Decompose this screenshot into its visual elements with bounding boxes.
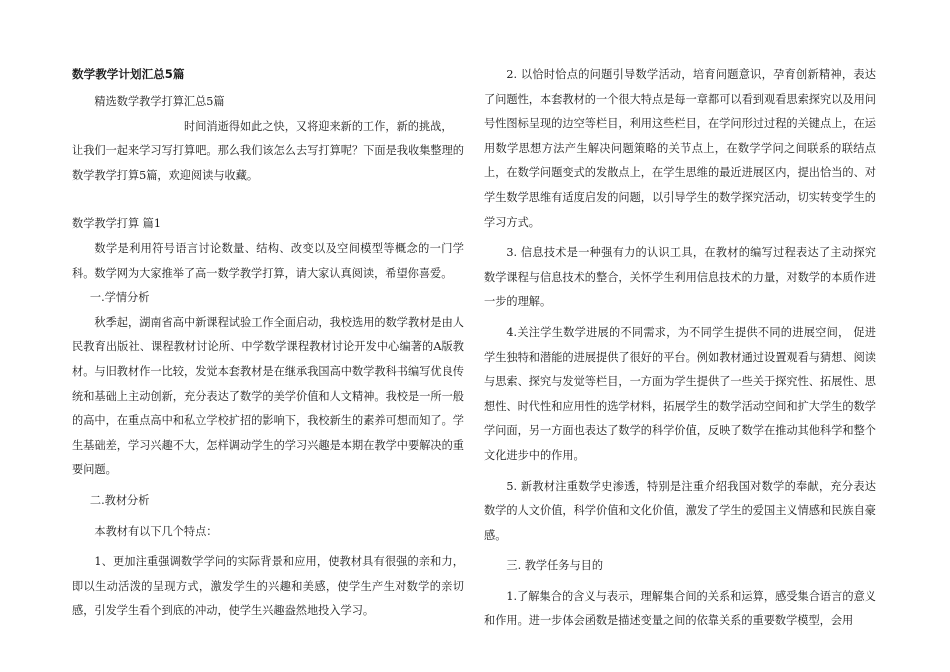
paragraph: 秋季起，湖南省高中新课程试验工作全面启动，我校选用的数学教材是由人民教育出版社、课程教材讨论所、中学数学课程教材讨论开发中心编著的A版教材。与旧教材作一比较，发觉本套教材是在继承我国高中数学教科书编写优良传统和基础上主动创新，充分表达了数学的美学价值和人文精神。我校是一所一般的高中，在重点高中和私立学校扩招的影响下，我校新生的素养可想而知了。学生基础差，学习兴趣不大，怎样调动学生的学习兴趣是本期在教学中要解决的重要问题。 [72, 315, 464, 477]
document-title: 数学教学计划汇总5篇 [72, 67, 185, 81]
paragraph: 本教材有以下几个特点： [94, 524, 218, 538]
paragraph: 2. 以恰时恰点的问题引导数学活动，培育问题意识，孕育创新精神，表达了问题性，本套教材的一个很大特点是每一章都可以看到观看思索探究以及用问号性图标呈现的边空等栏目，利用这些栏目，在学问形过过程的关键点上，在运用数学思想方法产生解决问题策略的关节点上，在数学学问之间联系的联结点上，在数学问题变式的发散点上，在学生思维的最近进展区内，提出恰当的、对学生数学思维有适度启发的问题，以引导学生的数学探究活动，切实转变学生的学习方式。 [484, 68, 876, 229]
right-column [484, 63, 876, 634]
intro-paragraph: 让我们一起来学习写打算吧。那么我们该怎么去写打算呢？下面是我收集整理的数学教学打算5篇，欢迎阅读与收藏。 [72, 144, 464, 182]
paragraph: 数学是利用符号语言讨论数量、结构、改变以及空间模型等概念的一门学科。数学网为大家推举了高一数学教学打算，请大家认真阅读，希望你喜爱。 [72, 241, 464, 280]
left-column [72, 62, 464, 624]
subheading-tasks: 三. 教学任务与目的 [506, 559, 604, 573]
paragraph: 1.了解集合的含义与表示，理解集合间的关系和运算，感受集合语言的意义和作用。进一步体会函数是描述变量之间的依靠关系的重要数学模型，会用 [484, 589, 876, 628]
paragraph: 5. 新教材注重数学史渗透，特别是注重介绍我国对数学的奉献，充分表达数学的人文价值，科学价值和文化价值，激发了学生的爱国主义情感和民族自豪感。 [484, 479, 876, 542]
paragraph: 1、更加注重强调数学学问的实际背景和应用，使教材具有很强的亲和力，即以生动活泼的呈现方式，激发学生的兴趣和美感，使学生产生对数学的亲切感，引发学生看个到底的冲动，使学生兴趣盎然地投入学习。 [72, 555, 464, 618]
section-heading: 数学教学打算 篇1 [72, 217, 161, 231]
paragraph: 3. 信息技术是一种强有力的认识工具，在教材的编写过程表达了主动探究数学课程与信息技术的整合，关怀学生利用信息技术的力量，对数学的本质作进一步的理解。 [484, 246, 876, 309]
subheading-situation: 一.学情分析 [89, 291, 150, 305]
intro-line: 时间消逝得如此之快，又将迎来新的工作，新的挑战， [184, 119, 453, 133]
subheading-textbook: 二.教材分析 [89, 493, 150, 507]
paragraph: 4.关注学生数学进展的不同需求，为不同学生提供不同的进展空间， 促进学生独特和潜能的进展提供了很好的平台。例如教材通过设置观看与猜想、阅读与思索、探究与发觉等栏目，一方面为学生提供了一些关于探究性、拓展性、思想性、时代性和应用性的选学材料，拓展学生的数学活动空间和扩大学生的数学学问面，另一方面也表达了数学的科学价值，反映了数学在推动其他科学和整个文化进步中的作用。 [484, 325, 876, 462]
document-subtitle: 精选数学教学打算汇总5篇 [94, 95, 225, 108]
